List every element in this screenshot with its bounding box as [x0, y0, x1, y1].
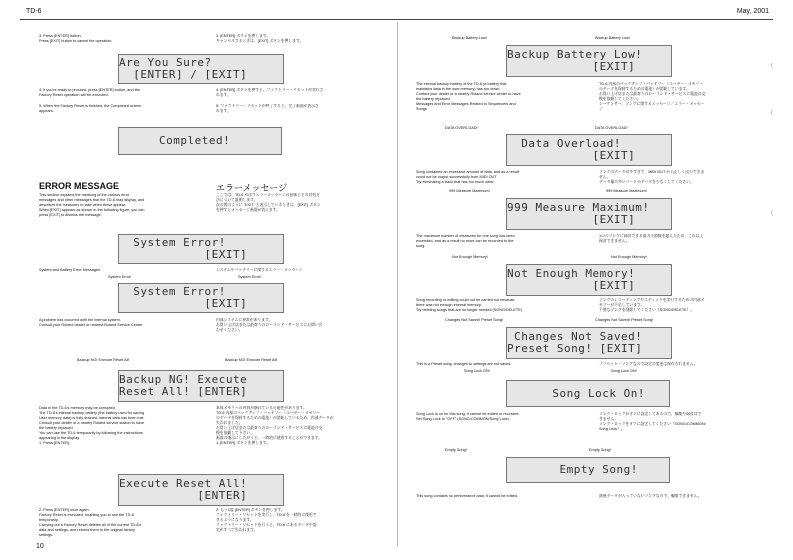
system-error-desc-en: A problem has occurred with the internal system. Consult your Roland dealer or nearest Roland Service Center. [39, 318, 144, 327]
step3-jp: 3. [ENTER] ボタンを押します。 キャンセルするときは、[EXIT] ボタンを押します。 [216, 34, 304, 43]
step4-en: 4. If you're ready to proceed, press [ENTER] button, and the Factory Reset operation will be executed. [39, 88, 140, 97]
error-intro-en: This section explains the meaning of the various error messages and other messages that the TD-6 may display, and describes the measures to take when these appear. When [EXIT] appears as shown in the following figure, you can press [EXIT] to dismiss the message. [39, 193, 145, 217]
song-lock-desc-en: Song Lock is on for this song; it cannot be edited or recorded. Set Song Lock to "OFF" (SONG/COMMON/Song Lock). [416, 412, 520, 421]
measure-label-jp: 999 Measure Maximum! [606, 189, 647, 193]
memory-desc-jp: ソングのレコーディングやエディットを実行するための内部メ モリーが不足しています。 不要なソングを削除してください（SONG/DELETE）。 [599, 298, 705, 312]
lcd-system-error-2: System Error! [EXIT] [118, 283, 284, 313]
lcd-execute-reset: Execute Reset All! [ENTER] [118, 474, 284, 506]
memory-label-jp: Not Enough Memory! [611, 255, 647, 259]
page-divider [397, 22, 398, 547]
system-error-label-jp: System Error! [238, 275, 262, 279]
lcd-are-you-sure: Are You Sure? [ENTER] / [EXIT] [118, 54, 284, 84]
page-header [20, 7, 773, 20]
measure-desc-en: The maximum number of measures for one song has been exceeded, and as a result no more can be recorded to the song. [416, 234, 515, 248]
empty-song-label-jp: Empty Song! [589, 448, 611, 452]
step5-jp: 5. ファクトリー・リセットが終了すると、完了画面が表示さ れます。 [216, 104, 319, 113]
measure-label-en: 999 Measure Maximum! [449, 189, 490, 193]
step4-jp: 4. [ENTER] ボタンを押すと、ファクトリー・リセットが実行さ れます。 [216, 88, 324, 97]
lcd-song-lock-on: Song Lock On! [506, 380, 670, 407]
song-lock-desc-jp: ソング・ロックがオンに設定してあるので、編集や録音はで きません。 ソング・ロックをオフに設定してください（SONG/COMMON/ Song Lock）。 [599, 412, 706, 431]
lcd-backup-ng: Backup NG! Execute Reset All! [ENTER] [118, 370, 284, 402]
changes-label-jp: Changes Not Saved! Preset Song! [595, 318, 654, 322]
lcd-system-error: System Error! [EXIT] [118, 234, 284, 264]
memory-label-en: Not Enough Memory! [452, 255, 488, 259]
song-lock-label-jp: Song Lock ON! [611, 369, 637, 373]
lcd-empty-song: Empty Song! [506, 457, 670, 483]
lcd-not-enough-memory: Not Enough Memory! [EXIT] [506, 264, 672, 296]
system-error-label-en: System Error! [108, 275, 132, 279]
error-intro-jp: ここでは、TD-6 が出すエラーメッセージの意味とその対処方 法について説明します。 次の図のように "EXIT" と表示しているときは、[EXIT] ボタン を押すとメッセージ画面が消えます。 [216, 193, 321, 212]
margin-mark: ( [771, 63, 773, 69]
battery-label-en: Backup Battery Low! [452, 36, 487, 40]
overload-desc-jp: ソングのデータが多すぎて、MIDI OUT から正しく出力できま せん。 データ量の多いパートのデータを少なくしてください。 [599, 170, 705, 184]
margin-mark: ( [771, 110, 773, 116]
empty-song-desc-jp: 演奏データが入っていないソングなので、編集できません。 [599, 494, 702, 498]
battery-desc-en: The internal backup battery of the TD-6 (a battery that maintains data in the user memory) has run down. Contact your dealer or a nearby Roland service center to have the battery replaced. Messages and Error Messages Related to Sequencers and Songs [416, 82, 521, 111]
changes-desc-jp: プリセット・ソングなので設定の変更は保存されません。 [599, 362, 698, 366]
lcd-completed: Completed! [118, 127, 282, 155]
overload-desc-en: Song contained an excessive amount of data, and as a result could not be output successfully from MIDI OUT. Try eliminating a track that has too much data. [416, 170, 519, 184]
empty-song-label-en: Empty Song! [445, 448, 467, 452]
header-model: TD-6 [26, 8, 42, 15]
changes-label-en: Changes Not Saved! Preset Song! [445, 318, 504, 322]
battery-desc-jp: TD-6 内部のバックアップ・バッテリー（ユーザー・メモリー のデータを保持するための電池）が消耗しています。 お買い上げ店または最寄りのローランド・サービスに電池の交 換を依頼してください。 シーケンサー、ソングに関するメッセージ／エラー・メッセー ジ [599, 82, 706, 111]
step3-en: 3. Press [ENTER] button. Press [EXIT] button to cancel the operation. [39, 34, 113, 43]
page-number: 10 [36, 543, 44, 550]
backup-ng-label-en: Backup NG! Execute Reset All! [77, 358, 130, 362]
header-date: May, 2001 [736, 8, 769, 15]
margin-mark: ( [771, 210, 773, 216]
battery-label-jp: Backup Battery Low! [595, 36, 630, 40]
overload-label-jp: DATA OVERLOAD! [595, 126, 628, 130]
system-caption-en: System and Battery Error Messages [39, 268, 100, 272]
overload-label-en: DATA OVERLOAD! [445, 126, 478, 130]
step2-jp: 2. もう1度 [ENTER] ボタンを押します。 ファクトリー・リセットを実行し、TD-6 を一時的に使用で きるようになります。 ファクトリー・リセットを行うと、TD-6 にあるデータや設 定がすべて失われます。 [216, 508, 317, 532]
lcd-data-overload: Data Overload! [EXIT] [506, 134, 672, 166]
memory-desc-en: Song recording or editing could not be carried out because there was not enough internal memory. Try deleting songs that are no longer needed (SONG/DELETE). [416, 298, 524, 312]
lcd-999-measure: 999 Measure Maximum! [EXIT] [506, 198, 672, 230]
backup-ng-label-jp: Backup NG! Execute Reset All! [225, 358, 278, 362]
error-message-title: ERROR MESSAGE [39, 181, 120, 191]
song-lock-label-en: Song Lock ON! [464, 369, 490, 373]
lcd-backup-battery-low: Backup Battery Low! [EXIT] [506, 45, 672, 77]
lcd-changes-not-saved: Changes Not Saved! Preset Song! [EXIT] [506, 327, 672, 359]
backup-ng-desc-en: Data in the TD-6's memory may be corrupted. The TD-6's internal backup battery (the battery used for saving User memory data) is fully drained; internal data has been lost. Consult your dealer or a nearby Roland service station to have the battery replaced. You can use the TD-6 temporarily by following the instructions appearing in the display. 1. Press [ENTER]. [39, 406, 145, 445]
empty-song-desc-en: This song contains no performance data; it cannot be edited. [416, 494, 518, 498]
system-error-desc-jp: 内部システムに異常があります。 お買い上げ店または最寄りのローランド・サービスにお問い合 わせください。 [216, 318, 323, 332]
error-message-title-jp: エラーメッセージ [216, 183, 288, 193]
step5-en: 5. When the Factory Reset is finished, the Completed screen appears. [39, 104, 142, 113]
step2-en: 2. Press [ENTER] once again. Factory Reset is executed, enabling you to use the TD-6 temporarily. Carrying out a Factory Reset deletes all of the current TD-6's data and settings, and returns them to the original factory settings. [39, 508, 142, 537]
measure-desc-jp: 1つのソングに録音できる最大小節数を超えたため、これ以上 録音できません。 [599, 234, 704, 243]
backup-ng-desc-jp: 本体メモリーの内容が壊れている可能性があります。 TD-6 内部のバックアップ・バッテリー（ユーザー・メモリー のデータを保持するための電池）が消耗しているため、内部データが 失われました。 お買い上げ店または最寄りのローランド・サービスに電池の交 換を依頼して下さい。 画面の指示にしたがうと、一時的に使用することができます。 1. [ENTER] ボタンを押します。 [216, 406, 334, 445]
system-caption-jp: システムやバッテリーに関するエラー・メッセージ [216, 268, 303, 272]
changes-desc-en: This is a Preset song; changes to settings are not saved. [416, 362, 512, 366]
